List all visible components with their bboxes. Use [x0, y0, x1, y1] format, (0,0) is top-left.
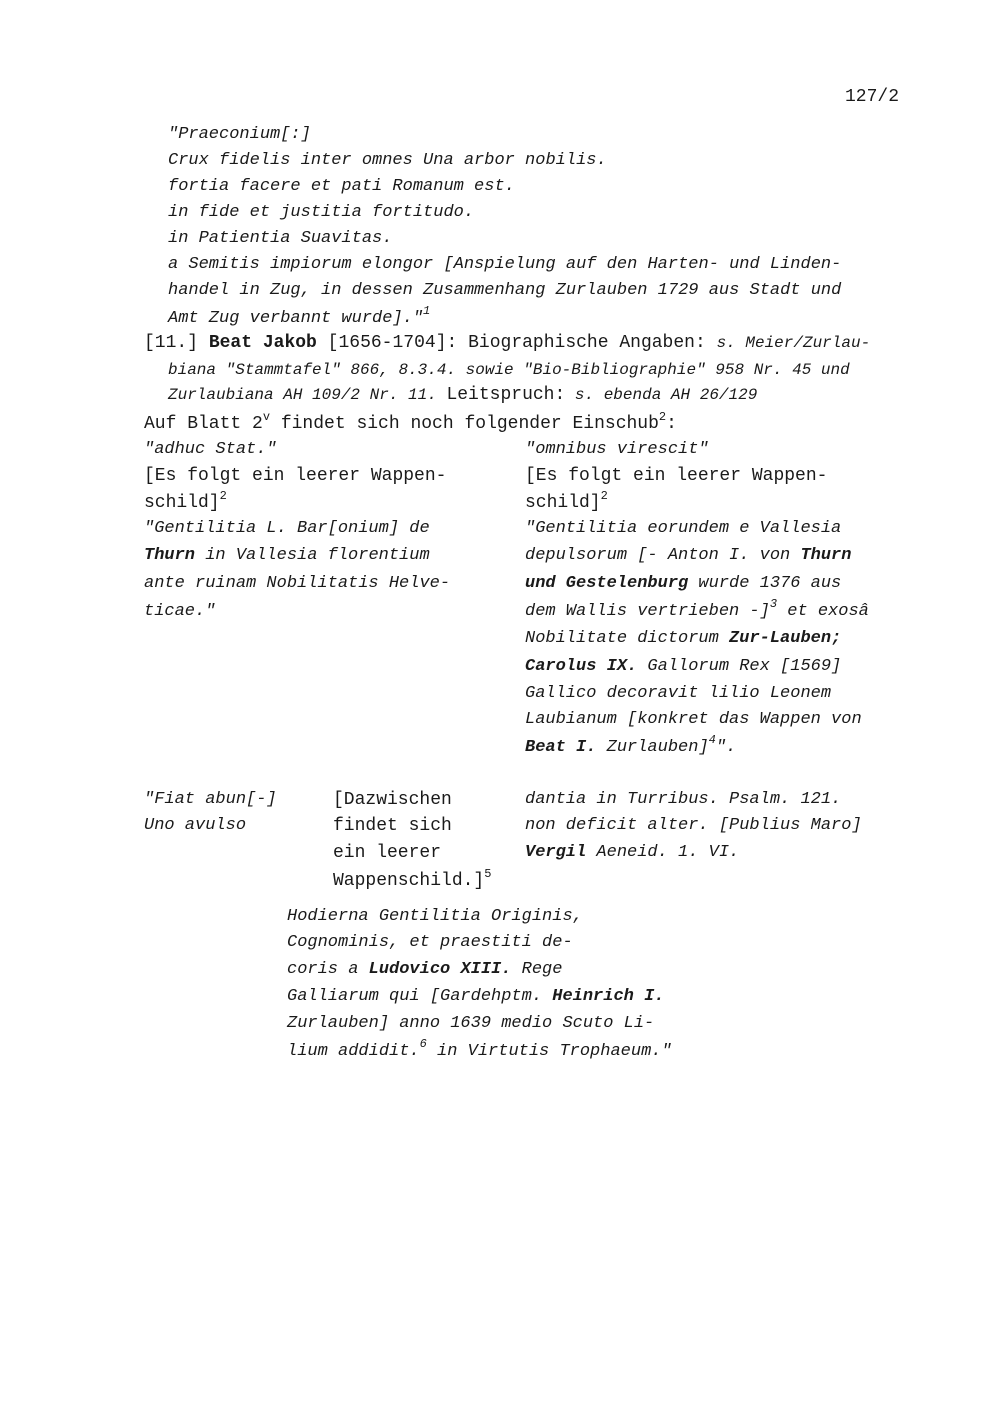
hodierna-text: Galliarum qui [Gardehptm.: [287, 987, 553, 1006]
hodierna-text: in Virtutis Trophaeum.": [426, 1042, 672, 1061]
hodierna-line: Hodierna Gentilitia Originis,: [287, 907, 583, 926]
name-bold: Vergil: [525, 843, 587, 862]
left-col-line: [144, 547, 430, 564]
name-bold: Beat I.: [525, 738, 597, 757]
left-col-line: "Gentilitia L. Bar[onium] de: [144, 519, 430, 538]
name-bold: und Gestelenburg: [525, 574, 689, 593]
fiat-left-line: Uno avulso: [144, 816, 247, 835]
right-col-line: "Gentilitia eorundem e Vallesia: [525, 519, 842, 538]
name-bold: Ludovico XIII.: [368, 960, 512, 979]
bio-label: Biographische Angaben:: [468, 333, 706, 353]
name-bold: Thurn: [800, 546, 852, 565]
fiat-left-line: "Fiat abun[-]: [144, 790, 277, 809]
motto-ref: s. ebenda AH 26/129: [574, 386, 758, 404]
bio-ref-line: biana "Stammtafel" 866, 8.3.4. sowie "Bio-Bibliographie" 958 Nr. 45 und: [168, 361, 850, 379]
praeconium-line: "Praeconium[:]: [168, 125, 311, 144]
right-col-text: depulsorum [- Anton I. von: [525, 546, 801, 565]
right-col-text: schild]: [525, 493, 601, 513]
right-col-line: [525, 733, 737, 757]
footnote-ref[interactable]: 2: [219, 489, 227, 503]
entry-line: [144, 334, 870, 352]
fiat-mid-line: [Dazwischen: [333, 790, 452, 810]
footnote-ref[interactable]: 4: [708, 733, 716, 747]
fiat-right-text: Aeneid. 1. VI.: [586, 843, 740, 862]
praeconium-line: [168, 304, 431, 328]
right-col-text: ".: [715, 738, 737, 757]
hodierna-text: coris a: [287, 960, 369, 979]
right-col-text: Gallorum Rex [1569]: [637, 657, 842, 676]
right-col-line: Laubianum [konkret das Wappen von: [525, 710, 862, 729]
left-col-line: "adhuc Stat.": [144, 440, 277, 459]
right-col-line: Gallico decoravit lilio Leonem: [525, 684, 832, 703]
fiat-mid-text: Wappenschild.]: [333, 871, 485, 891]
bio-ref: Zurlaubiana AH 109/2 Nr. 11.: [168, 386, 437, 404]
footnote-ref[interactable]: 1: [423, 304, 431, 318]
praeconium-line: in fide et justitia fortitudo.: [168, 203, 475, 222]
fiat-right-line: non deficit alter. [Publius Maro]: [525, 816, 862, 835]
right-col-line: [525, 575, 841, 592]
left-col-line: ticae.": [144, 602, 216, 621]
right-col-text: et exosâ: [777, 602, 869, 621]
right-col-text: dem Wallis vertrieben -]: [525, 602, 770, 621]
entry-dates: [1656-1704]:: [327, 333, 458, 353]
page-number: 127/2: [845, 87, 900, 107]
insertion-text: findet sich noch folgender Einschub: [270, 414, 659, 434]
right-col-line: [525, 547, 851, 564]
praeconium-line: Crux fidelis inter omnes Una arbor nobilis.: [168, 151, 607, 170]
praeconium-line: handel in Zug, in dessen Zusammenhang Zurlauben 1729 aus Stadt und: [168, 281, 842, 300]
fiat-right-line: [525, 844, 739, 861]
right-col-text: Nobilitate dictorum: [525, 629, 730, 648]
hodierna-line: [287, 961, 562, 978]
hodierna-text: lium addidit.: [287, 1042, 420, 1061]
name-bold: Zur-Lauben;: [729, 629, 842, 648]
footnote-ref[interactable]: 2: [658, 410, 667, 424]
bio-motto-line: [168, 386, 757, 404]
fiat-mid-line: [333, 867, 492, 891]
right-col-line: [Es folgt ein leerer Wappen-: [525, 466, 828, 486]
fiat-mid-line: findet sich: [333, 816, 452, 836]
insertion-colon: :: [666, 414, 677, 434]
left-col-line: ante ruinam Nobilitatis Helve-: [144, 574, 451, 593]
left-col-line: [144, 489, 227, 513]
hodierna-text: Rege: [511, 960, 563, 979]
name-bold: Thurn: [144, 546, 196, 565]
name-bold: Carolus IX.: [525, 657, 638, 676]
footnote-ref[interactable]: 6: [419, 1037, 427, 1051]
right-col-text: Zurlauben]: [596, 738, 709, 757]
bio-ref: s. Meier/Zurlau-: [716, 334, 871, 352]
fiat-right-line: dantia in Turribus. Psalm. 121.: [525, 790, 842, 809]
insertion-text: Auf Blatt 2: [144, 414, 263, 434]
right-col-line: [525, 489, 608, 513]
right-col-line: [525, 597, 869, 621]
left-col-text: in Vallesia florentium: [195, 546, 430, 565]
motto-label: Leitspruch:: [446, 385, 566, 405]
hodierna-line: [287, 1037, 672, 1061]
footnote-ref[interactable]: 5: [484, 867, 492, 881]
praeconium-line: fortia facere et pati Romanum est.: [168, 177, 515, 196]
right-col-line: [525, 630, 841, 647]
right-col-line: [525, 658, 841, 675]
footnote-ref[interactable]: 3: [769, 597, 778, 611]
folio-verso: v: [262, 410, 271, 424]
insertion-heading: [144, 410, 677, 434]
entry-name: Beat Jakob: [208, 333, 317, 353]
praeconium-line: in Patientia Suavitas.: [168, 229, 393, 248]
entry-number: [11.]: [144, 333, 199, 353]
praeconium-text: Amt Zug verbannt wurde].": [168, 309, 424, 328]
right-col-line: "omnibus virescit": [525, 440, 709, 459]
right-col-text: wurde 1376 aus: [688, 574, 842, 593]
footnote-ref[interactable]: 2: [600, 489, 608, 503]
hodierna-line: Zurlauben] anno 1639 medio Scuto Li-: [287, 1014, 655, 1033]
praeconium-line: a Semitis impiorum elongor [Anspielung auf den Harten- und Linden-: [168, 255, 842, 274]
left-col-text: schild]: [144, 493, 220, 513]
hodierna-line: Cognominis, et praestiti de-: [287, 933, 573, 952]
fiat-mid-line: ein leerer: [333, 843, 442, 863]
name-bold: Heinrich I.: [552, 987, 665, 1006]
left-col-line: [Es folgt ein leerer Wappen-: [144, 466, 447, 486]
hodierna-line: [287, 988, 664, 1005]
